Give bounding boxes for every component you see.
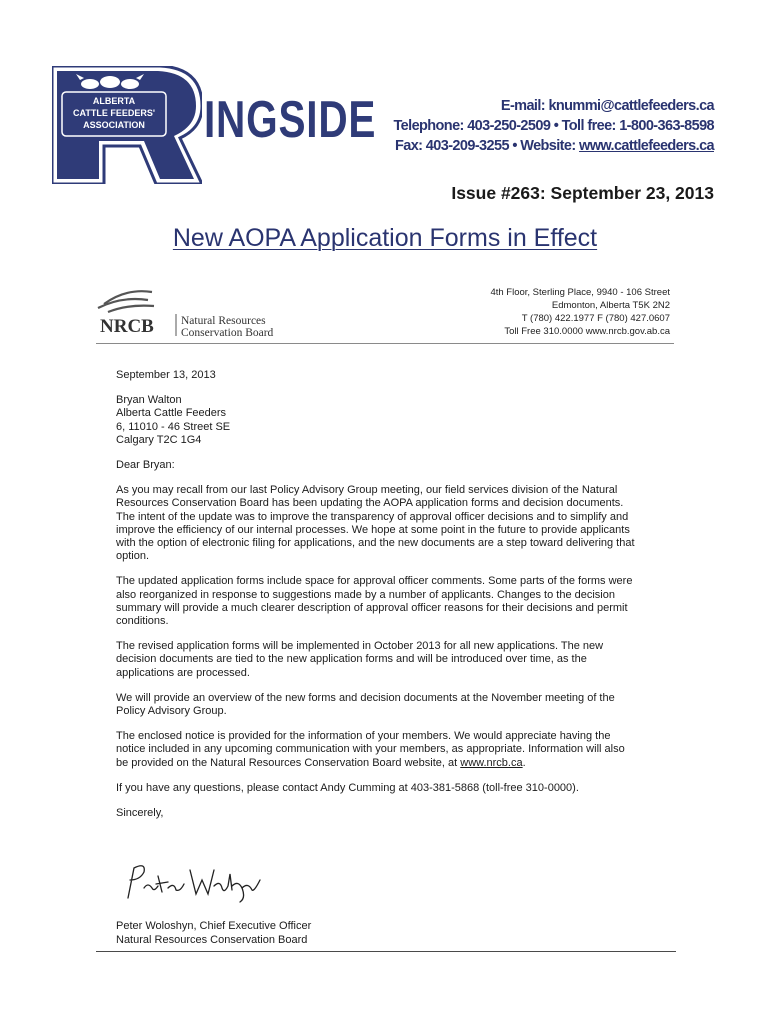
paragraph: The revised application forms will be implemented in October 2013 for all new applications. The new decision documents are tied to the new application forms and will be introduced over time, as the applications are processed.	[116, 640, 604, 679]
headline	[0, 224, 770, 253]
bottom-divider	[96, 951, 676, 952]
masthead	[52, 66, 720, 186]
ringside-r-logo	[52, 66, 202, 184]
notice-paragraph	[116, 730, 636, 770]
signoff-block	[116, 920, 311, 947]
nrcb-short-name: NRCB	[100, 316, 154, 337]
signer-name: Peter Woloshyn, Chief Executive Officer	[116, 920, 312, 932]
salutation: Dear Bryan:	[116, 459, 175, 472]
contact-block	[394, 96, 715, 156]
nrcb-address	[490, 286, 670, 338]
issue-date: Issue #263: September 23, 2013	[451, 183, 714, 203]
logo-text-line-3: ASSOCIATION	[83, 120, 145, 130]
recipient-line: Calgary T2C 1G4	[116, 433, 202, 446]
nrcb-name-line-2: Conservation Board	[181, 327, 274, 339]
nrcb-logo	[96, 282, 316, 342]
recipient-address	[116, 394, 636, 447]
handwritten-signature	[118, 858, 268, 906]
questions-paragraph: If you have any questions, please contact Andy Cumming at 403-381-5868 (toll-free 310-0000).	[116, 781, 579, 794]
fax-line	[394, 136, 715, 156]
signer-org: Natural Resources Conservation Board	[116, 933, 308, 946]
closing: Sincerely,	[116, 807, 164, 820]
logo-text-line-1: ALBERTA	[92, 96, 136, 106]
headline-text: New AOPA Application Forms in Effect	[172, 224, 598, 252]
letterhead-divider	[96, 343, 674, 344]
recipient-line: Bryan Walton	[116, 394, 182, 407]
logo-text-line-2: CATTLE FEEDERS'	[73, 108, 155, 118]
notice-end: .	[522, 756, 526, 769]
paragraph: We will provide an overview of the new forms and decision documents at the November meeting of the Policy Advisory Group.	[116, 691, 615, 718]
notice-text: The enclosed notice is provided for the information of your members. We would appreciate having the notice included in any upcoming communication with your members, as appropriate. Information will also be provided on the Natural Resources Conservation Board website, at	[116, 730, 625, 769]
phone-line: Telephone: 403-250-2509 • Toll free: 1-800-363-8598	[393, 118, 714, 134]
recipient-line: 6, 11010 - 46 Street SE	[116, 420, 231, 433]
fax-text: Fax: 403-209-3255 • Website:	[394, 138, 580, 154]
ringside-title: INGSIDE	[204, 91, 377, 149]
address-line: 4th Floor, Sterling Place, 9940 - 106 Street	[490, 287, 670, 298]
nrcb-name-line-1: Natural Resources	[181, 315, 266, 327]
email-line: E-mail: knummi@cattlefeeders.ca	[500, 98, 714, 114]
nrcb-website-link[interactable]: www.nrcb.ca	[460, 756, 523, 769]
letter-date: September 13, 2013	[116, 369, 216, 381]
paragraph: As you may recall from our last Policy Advisory Group meeting, our field services division of the Natural Resources Conservation Board has been updating the AOPA application forms and decision documents. The intent of the update was to improve the transparency of approval officer decisions and to simplify and improve the efficiency of our internal processes. We hope at some point in the future to provide applicants with the option of electronic filing for applications, and the new documents are a step toward delivering that option.	[116, 484, 635, 563]
address-line: Toll Free 310.0000 www.nrcb.gov.ab.ca	[504, 326, 670, 337]
address-line: Edmonton, Alberta T5K 2N2	[551, 300, 670, 311]
letter-body	[116, 369, 636, 832]
nrcb-swoosh-icon	[98, 291, 154, 312]
address-line: T (780) 422.1977 F (780) 427.0607	[521, 313, 670, 324]
recipient-line: Alberta Cattle Feeders	[116, 407, 227, 420]
paragraph: The updated application forms include space for approval officer comments. Some parts of the forms were also reorganized in response to suggestions made by a number of applicants. Changes to the decision summary will provide a much clearer description of approval officer reasons for their decisions and permit conditions.	[116, 575, 633, 628]
website-link[interactable]: www.cattlefeeders.ca	[579, 138, 714, 154]
